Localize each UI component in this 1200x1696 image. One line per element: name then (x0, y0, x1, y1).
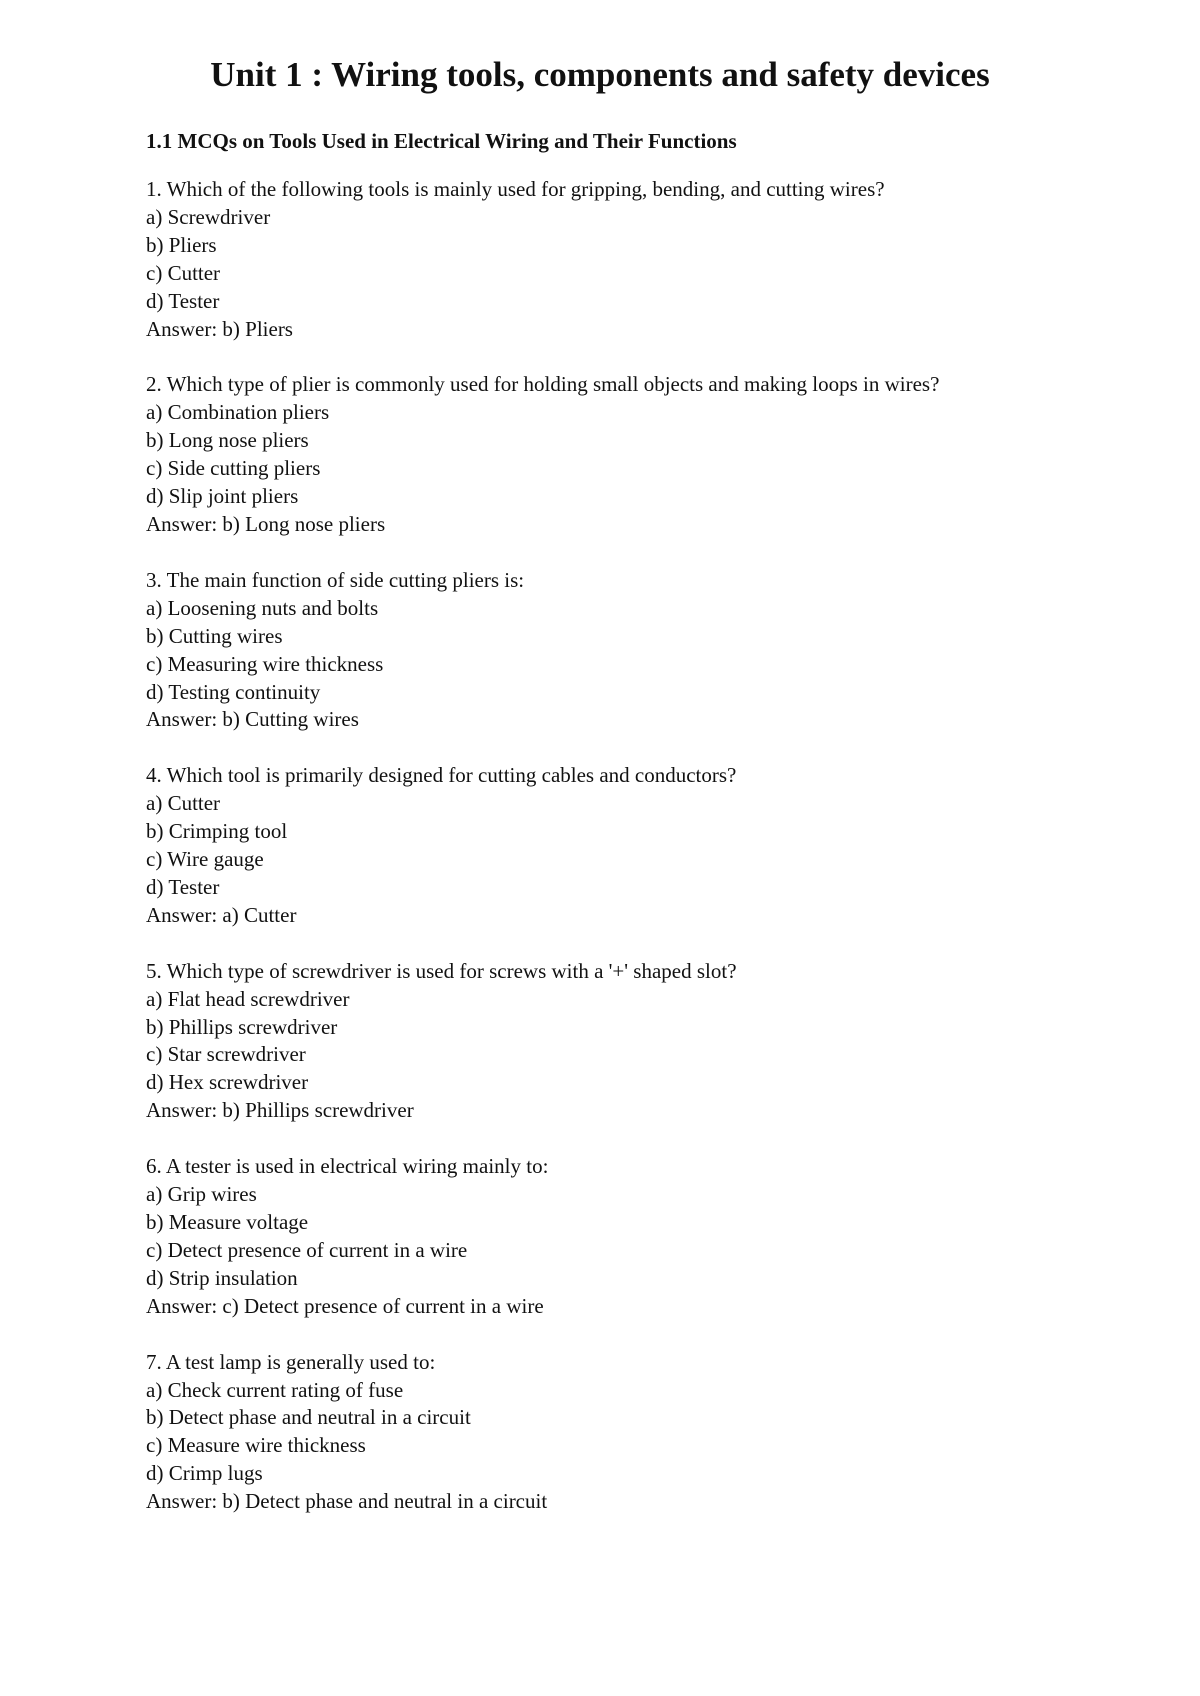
option-c: c) Cutter (146, 260, 221, 285)
option-c: c) Star screwdriver (146, 1042, 306, 1067)
answer-line: Answer: a) Cutter (146, 902, 297, 927)
option-a: a) Check current rating of fuse (146, 1377, 404, 1402)
option-a: a) Loosening nuts and bolts (146, 595, 379, 620)
question-3 (146, 567, 1026, 734)
option-a: a) Screwdriver (146, 204, 271, 229)
section-heading: 1.1 MCQs on Tools Used in Electrical Wiring and Their Functions (146, 129, 737, 153)
question-6 (146, 1153, 1026, 1320)
question-stem: 7. A test lamp is generally used to: (146, 1349, 436, 1374)
question-5 (146, 958, 1026, 1125)
option-d: d) Slip joint pliers (146, 484, 299, 509)
page-title: Unit 1 : Wiring tools, components and safety devices (210, 55, 990, 94)
option-b: b) Long nose pliers (146, 428, 309, 453)
question-7 (146, 1349, 1026, 1516)
option-c: c) Side cutting pliers (146, 456, 321, 481)
option-c: c) Measure wire thickness (146, 1433, 366, 1458)
question-stem: 6. A tester is used in electrical wiring mainly to: (146, 1154, 549, 1179)
option-b: b) Cutting wires (146, 623, 283, 648)
question-1 (146, 176, 1026, 343)
option-c: c) Wire gauge (146, 847, 264, 872)
answer-line: Answer: b) Pliers (146, 316, 293, 341)
option-b: b) Crimping tool (146, 819, 288, 844)
question-4 (146, 762, 1026, 929)
question-stem: 1. Which of the following tools is mainly used for gripping, bending, and cutting wires? (146, 177, 885, 201)
question-stem: 5. Which type of screwdriver is used for screws with a '+' shaped slot? (146, 958, 737, 983)
answer-line: Answer: b) Long nose pliers (146, 511, 386, 536)
option-d: d) Tester (146, 874, 220, 899)
option-b: b) Detect phase and neutral in a circuit (146, 1405, 471, 1430)
option-a: a) Grip wires (146, 1182, 257, 1207)
question-2 (146, 371, 1026, 538)
option-a: a) Flat head screwdriver (146, 986, 350, 1011)
question-list (146, 176, 1026, 1544)
question-stem: 2. Which type of plier is commonly used for holding small objects and making loops in wires? (146, 372, 940, 397)
option-a: a) Combination pliers (146, 400, 330, 425)
option-d: d) Strip insulation (146, 1265, 298, 1290)
option-c: c) Detect presence of current in a wire (146, 1237, 468, 1262)
option-b: b) Pliers (146, 232, 217, 257)
option-b: b) Measure voltage (146, 1210, 309, 1234)
option-d: d) Testing continuity (146, 679, 321, 704)
option-d: d) Tester (146, 288, 220, 313)
option-b: b) Phillips screwdriver (146, 1014, 338, 1039)
option-d: d) Crimp lugs (146, 1461, 263, 1486)
answer-line: Answer: b) Cutting wires (146, 707, 359, 732)
option-c: c) Measuring wire thickness (146, 651, 384, 676)
answer-line: Answer: b) Phillips screwdriver (146, 1098, 414, 1123)
question-stem: 4. Which tool is primarily designed for cutting cables and conductors? (146, 763, 737, 788)
option-d: d) Hex screwdriver (146, 1070, 309, 1095)
answer-line: Answer: c) Detect presence of current in a wire (146, 1293, 544, 1318)
option-a: a) Cutter (146, 791, 221, 816)
answer-line: Answer: b) Detect phase and neutral in a circuit (146, 1489, 548, 1514)
question-stem: 3. The main function of side cutting pliers is: (146, 567, 525, 592)
